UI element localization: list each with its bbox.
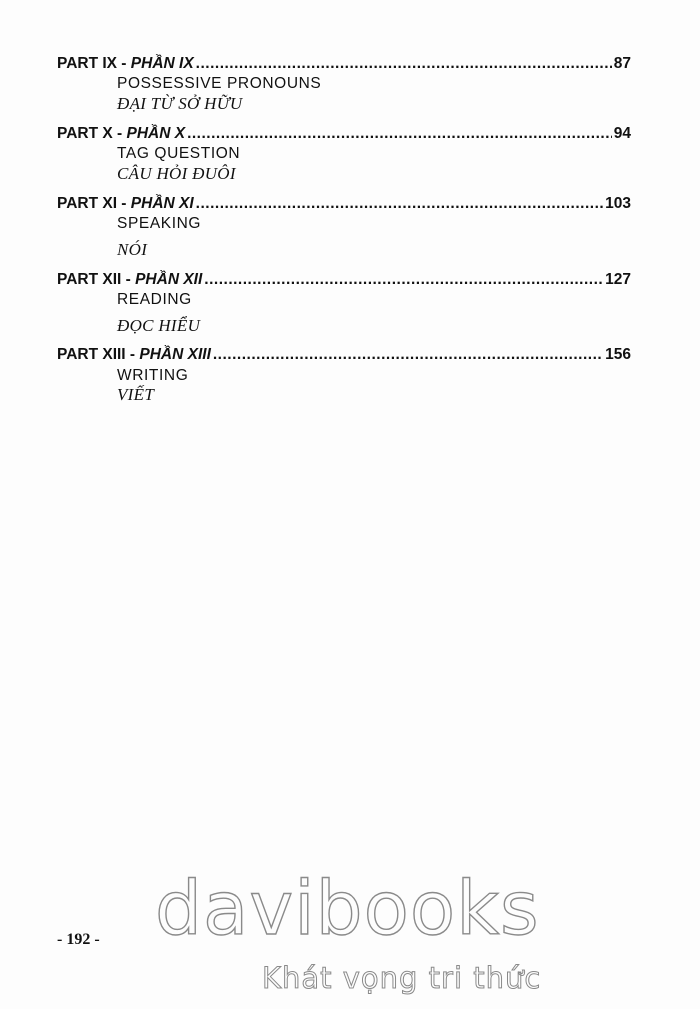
part-label: PART IX xyxy=(57,55,117,72)
page-reference: 127 xyxy=(605,271,631,288)
page-number: - 192 - xyxy=(57,931,100,948)
part-separator: - xyxy=(112,125,127,142)
part-separator: - xyxy=(117,195,131,212)
section-title-vietnamese: VIẾT xyxy=(117,385,155,404)
toc-entry-heading xyxy=(57,271,631,291)
leader-dots xyxy=(187,125,612,143)
page-reference: 103 xyxy=(605,195,631,212)
part-label: PART X xyxy=(57,125,113,142)
section-title-vietnamese: ĐỌC HIỂU xyxy=(117,316,201,335)
toc-entry-heading xyxy=(57,125,631,145)
part-label-vietnamese: PHẦN XIII xyxy=(139,346,211,363)
toc-entry-part-xii xyxy=(57,271,631,335)
page-reference: 156 xyxy=(605,346,631,363)
toc-entry-heading xyxy=(57,55,631,75)
page-reference: 94 xyxy=(613,125,631,142)
section-title-english: POSSESSIVE PRONOUNS xyxy=(117,75,322,92)
leader-dots xyxy=(196,55,612,73)
part-separator: - xyxy=(117,55,131,72)
leader-dots xyxy=(213,346,603,364)
toc-entry-part-xiii xyxy=(57,346,631,404)
section-title-english: READING xyxy=(117,291,192,308)
section-title-english: WRITING xyxy=(117,367,189,384)
watermark-logo: davibooks xyxy=(155,866,540,952)
part-separator: - xyxy=(125,346,140,363)
toc-entry-part-x xyxy=(57,125,631,183)
leader-dots xyxy=(204,271,603,289)
section-title-english: TAG QUESTION xyxy=(117,145,241,162)
section-title-english: SPEAKING xyxy=(117,215,202,232)
page-reference: 87 xyxy=(613,55,631,72)
watermark-slogan: Khát vọng tri thức xyxy=(262,961,542,995)
section-title-vietnamese: NÓI xyxy=(117,240,148,259)
part-label: PART XI xyxy=(57,195,117,212)
part-label-vietnamese: PHẦN XII xyxy=(135,271,203,288)
section-title-vietnamese: CÂU HỎI ĐUÔI xyxy=(117,164,236,183)
part-label: PART XIII xyxy=(57,346,126,363)
part-label-vietnamese: PHẦN XI xyxy=(130,195,194,212)
section-title-vietnamese: ĐẠI TỪ SỞ HỮU xyxy=(117,94,243,113)
toc-entry-heading xyxy=(57,195,631,215)
toc-entry-heading xyxy=(57,346,631,366)
part-separator: - xyxy=(121,271,136,288)
part-label-vietnamese: PHẦN X xyxy=(126,125,186,142)
part-label: PART XII xyxy=(57,271,122,288)
toc-entry-part-ix xyxy=(57,55,631,113)
part-label-vietnamese: PHẦN IX xyxy=(130,55,194,72)
toc-entry-part-xi xyxy=(57,195,631,259)
leader-dots xyxy=(196,195,603,213)
